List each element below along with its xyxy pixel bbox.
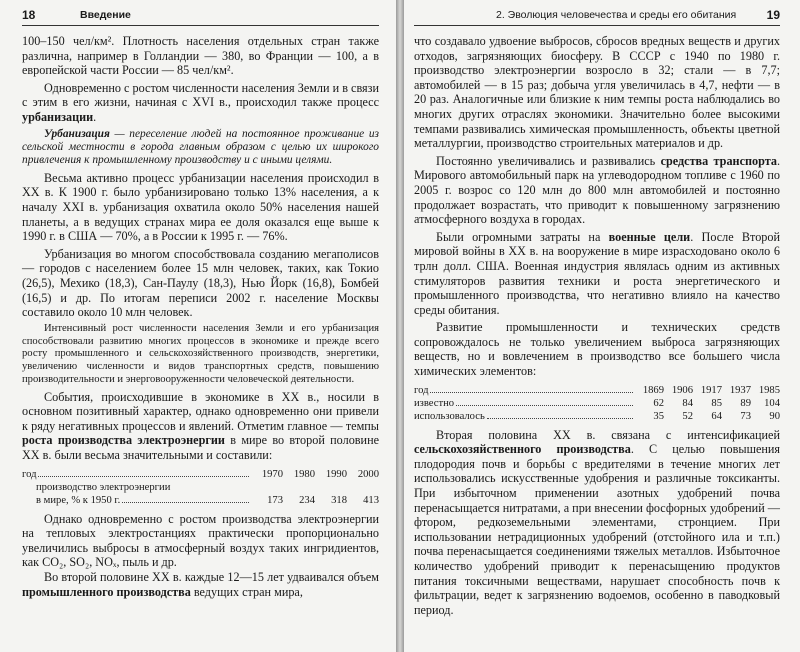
paragraph: Постоянно увеличивались и развивались средства транспорта. Мирового автомобильный парк на углеводородном топливе с 1960 по 2005 г. возрос со 120 млн до 800 млн автомобилей и постоянно продолжает возрастать, что приводит к повышенному загрязнению атмосферного воздуха в городах. (414, 153, 780, 227)
term-military: военные цели (608, 229, 691, 244)
running-title-left: Введение (80, 9, 131, 21)
definition-block: Урбанизация — переселение людей на постоянное проживание из сельской местности в города главным образом с целью их широкого привлечения к промышленному производству и с иными целями. (22, 127, 379, 167)
left-page (0, 0, 396, 652)
term-agriculture: сельскохозяйственного производства (414, 442, 631, 457)
left-text-column (22, 34, 379, 599)
paragraph: Развитие промышленности и технических средств сопровождалось не только увеличением выброса загрязняющих веществ, но и вовлечением в производство все большего числа химических элементов: (414, 320, 780, 379)
right-text-column (414, 34, 780, 617)
paragraph: Урбанизация во многом способствовала созданию мегаполисов — городов с населением более 15 млн человек, таких, как Токио (26,5), Мехико (18,3), Сан-Паулу (18,3), Нью Йорк (16,8), Бомбей (16,5) и др. По итогам переписи 2002 г. население Москвы составило около 10 млн человек. (22, 246, 379, 320)
paragraph: Весьма активно процесс урбанизации населения происходил в XX в. К 1900 г. было урбанизировано только 13% населения, а к началу XXI в. урбанизация охватила около 50% населения нашей планеты, а в ведущих странах мира ее доля оказался еще выше к 1990 г. в США — 70%, а в России к 1995 г. — 76%. (22, 170, 379, 244)
term-urbanization: урбанизации (22, 109, 94, 124)
table-row: использовалось 35 52 64 73 90 (414, 410, 780, 422)
left-page-header (22, 5, 379, 26)
table-row: в мире, % к 1950 г. 173 234 318 413 (36, 494, 379, 506)
right-page-header (414, 5, 780, 26)
table-row: известно 62 84 85 89 104 (414, 397, 780, 409)
table-row: год 1970 1980 1990 2000 (22, 468, 379, 480)
table-row: год 1869 1906 1917 1937 1985 (414, 384, 780, 396)
page-number-left: 18 (22, 8, 36, 22)
paragraph: Однако одновременно с ростом производства электроэнергии на тепловых электростанциях практически пропорционально увеличились выбросы в атмосферный воздух таких ингридиентов, как CO₂, SO₂, NOₓ, пыль и др. (22, 511, 379, 570)
paragraph: Интенсивный рост численности населения Земли и его урбанизация способствовали развитию многих процессов в экономике и прежде всего росту промышленного и сельскохозяйственного производств, энергетики, увеличению численности и видов транспортных средств, повышению производительности и энерговооруженности человеческой деятельности. (22, 322, 379, 385)
paragraph: что создавало удвоение выбросов, сбросов вредных веществ и других отходов, загрязняющих биосферу. В СССР с 1940 по 1980 г. производство электроэнергии возросло в 32; стали — в 7,7; автомобилей — в 15 раз; добыча угля увеличилась в 4,7, нефти — в 20 раз. Аналогичные или близкие к ним темпы роста наблюдались во многих других отраслях экономики. Значительно более высокими темпами развивались химическая промышленность, объекты цветной металлургии, производство строительных материалов и др. (414, 34, 780, 151)
elements-table (414, 384, 780, 423)
paragraph: Одновременно с ростом численности населения Земли и в связи с этим в его жизни, начиная с XVI в., происходил также процесс урбанизации. (22, 80, 379, 124)
paragraph: Во второй половине XX в. каждые 12—15 лет удваивался объем промышленного производства ведущих стран мира, (22, 570, 379, 599)
term-industry: промышленного производства (22, 584, 191, 599)
definition-term: Урбанизация (44, 127, 110, 140)
table-row: производство электроэнергии (36, 481, 171, 493)
running-title-right: 2. Эволюция человечества и среды его обитания (496, 9, 737, 21)
right-page (404, 0, 800, 652)
paragraph: События, происходившие в экономике в XX в., носили в основном позитивный характер, однако одновременно они привели к ряду негативных процессов и явлений. Отметим главное — темпы роста производства электроэнергии в мире во второй половине XX в. были весьма значительными и составили: (22, 389, 379, 463)
paragraph: Были огромными затраты на военные цели. После Второй мировой войны в XX в. на вооружение в мире израсходовано около 6 трлн долл. США. Военная индустрия являлась одним из активных стимуляторов развития техники и роста энергетического и промышленного производства, что негативно влияло на качество среды обитания. (414, 229, 780, 317)
paragraph: 100–150 чел/км². Плотность населения отдельных стран также различна, например в Голландии — 380, во Франции — 100, а в европейской части России — 85 чел/км². (22, 34, 379, 78)
term-transport: средства транспорта (660, 153, 777, 168)
term-electricity: роста производства электроэнергии (22, 433, 225, 448)
paragraph: Вторая половина XX в. связана с интенсификацией сельскохозяйственного производства. С целью повышения плодородия почв и борьбы с вредителями в течение многих лет использовались искусственные удобрения и различные токсиканты. При избыточном применении азотных удобрений почва перенасыщается нитратами, а при внесении фосфорных удобрений — фтором, редкоземельными элементами, стронцием. При использовании нетрадиционных удобрений (отстойного ила и т.п.) почва перенасыщается соединениями тяжелых металлов. Избыточное количество удобрений приводит к перенасыщению продуктов питания токсичными веществами, нарушает способность почв к фильтрации, ведет к загрязнению водоемов, особенно в паводковый период. (414, 427, 781, 617)
page-number-right: 19 (766, 8, 780, 22)
book-gutter (396, 0, 404, 652)
electricity-table (22, 468, 379, 507)
